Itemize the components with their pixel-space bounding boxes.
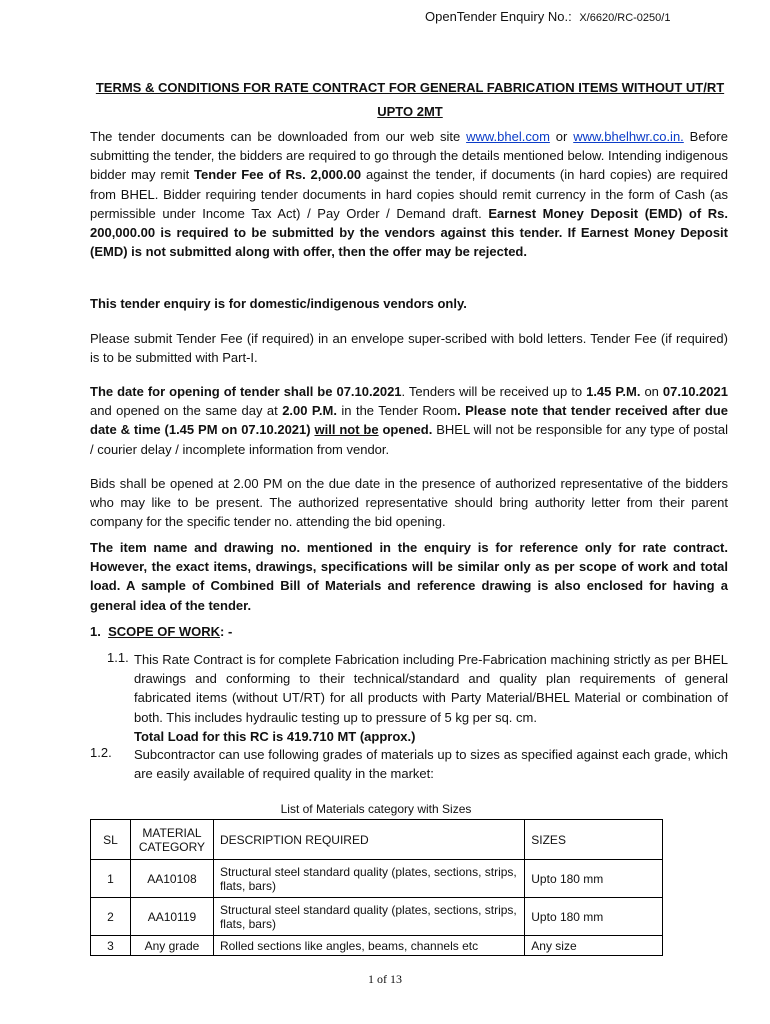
bhelhwr-website-link[interactable]: www.bhelhwr.co.in. — [573, 129, 684, 144]
receipt-date: 07.10.2021 — [662, 384, 728, 399]
opened-text: opened. — [378, 422, 433, 438]
table-row — [91, 860, 663, 898]
tender-opening-paragraph — [90, 382, 728, 459]
table-header-row — [91, 820, 663, 860]
row-sl: 1 — [91, 860, 131, 898]
opening-text-1: . Tenders will be received up to — [401, 384, 587, 399]
row-sl: 2 — [91, 898, 131, 936]
row-size: Any size — [525, 936, 663, 956]
enquiry-number: X/6620/RC-0250/1 — [579, 12, 671, 24]
opening-date: The date for opening of tender shall be 07.10.2021 — [90, 384, 402, 399]
intro-text-3: Before submitting the tender, the bidders are required to go through the details mentioned below. Intending indigenous bidder may remit — [90, 129, 728, 183]
opening-text-4: in the Tender Room — [336, 403, 458, 419]
row-category: AA10108 — [130, 860, 213, 898]
domestic-vendors-notice: This tender enquiry is for domestic/indigenous vendors only. — [90, 296, 467, 311]
row-category: AA10119 — [130, 898, 213, 936]
row-description: Rolled sections like angles, beams, channels etc — [213, 936, 524, 956]
tender-enquiry-header — [425, 9, 670, 24]
table-row — [91, 898, 663, 936]
bhel-liability-text: BHEL will not be responsible for any type of postal / courier delay / incomplete information from vendor. — [90, 422, 728, 457]
receipt-time: 1.45 P.M. — [586, 384, 641, 399]
scope-title: SCOPE OF WORK — [108, 624, 221, 639]
opening-text-2: on — [640, 384, 663, 399]
document-title-line2: UPTO 2MT — [377, 104, 443, 119]
header-sl: SL — [91, 820, 131, 860]
intro-text-2: or — [549, 129, 574, 144]
row-size: Upto 180 mm — [525, 860, 663, 898]
document-title-line1: TERMS & CONDITIONS FOR RATE CONTRACT FOR GENERAL FABRICATION ITEMS WITHOUT UT/RT — [95, 80, 725, 95]
late-tender-notice: . Please note that tender received after due date & time (1.45 PM on 07.10.2021) — [90, 403, 728, 438]
tender-fee-paragraph: Please submit Tender Fee (if required) in an envelope super-scribed with bold letters. Tender Fee (if required) is to be submitted with Part-I. — [90, 331, 728, 366]
header-sizes: SIZES — [525, 820, 663, 860]
opening-text-3: and opened on the same day at — [90, 403, 283, 419]
emd-notice: Earnest Money Deposit (EMD) of Rs. 200,000.00 is required to be submitted by the vendors against this tender. If Earnest Money Deposit (EMD) is not submitted along with offer, then the offer may be rejected. — [90, 205, 728, 260]
clause-1-1-number: 1.1. — [107, 650, 129, 665]
materials-table-caption: List of Materials category with Sizes — [280, 802, 472, 816]
clause-1-2-text: Subcontractor can use following grades of materials up to sizes as specified against each grade, which are easily available of required quality in the market: — [134, 747, 728, 782]
bhel-website-link[interactable]: www.bhel.com — [466, 129, 550, 144]
row-size: Upto 180 mm — [525, 898, 663, 936]
table-row — [91, 936, 663, 956]
opening-time: 2.00 P.M. — [282, 403, 337, 419]
row-description: Structural steel standard quality (plates, sections, strips, flats, bars) — [213, 898, 524, 936]
total-load: Total Load for this RC is 419.710 MT (approx.) — [134, 728, 416, 744]
intro-text-1: The tender documents can be downloaded from our web site — [90, 129, 467, 144]
will-not-be-emphasis: will not be — [314, 422, 379, 438]
header-material-category: MATERIAL CATEGORY — [130, 820, 213, 860]
scope-number: 1. — [90, 624, 101, 639]
clause-1-1-body: This Rate Contract is for complete Fabrication including Pre-Fabrication machining strictly as per BHEL drawings and conforming to their technical/standard and quality plan requirements of general fabricated items (without UT/RT) for all products with Party Material/BHEL Material or combination of both. This includes hydraulic testing up to pressure of 5 kg per sq. cm. — [134, 652, 728, 725]
enquiry-label: OpenTender Enquiry No.: — [425, 9, 572, 24]
clause-1-2-number: 1.2. — [90, 745, 112, 760]
row-category: Any grade — [130, 936, 213, 956]
header-description: DESCRIPTION REQUIRED — [213, 820, 524, 860]
tender-fee-amount: Tender Fee of Rs. 2,000.00 — [194, 167, 362, 183]
scope-of-work-heading — [90, 624, 232, 639]
bid-opening-paragraph: Bids shall be opened at 2.00 PM on the due date in the presence of authorized representative of the bidders who may like to be present. The authorized representative should bring authority letter from their parent company for the specific tender no. attending the bid opening. — [90, 476, 728, 530]
row-sl: 3 — [91, 936, 131, 956]
materials-table — [90, 819, 663, 956]
scope-suffix: : - — [220, 624, 233, 639]
item-reference-note: The item name and drawing no. mentioned in the enquiry is for reference only for rate contract. However, the exact items, drawings, specifications will be similar only as per scope of work and total load. A sample of Combined Bill of Materials and reference drawing is also enclosed for having a general idea of the tender. — [90, 540, 728, 613]
clause-1-1-text — [134, 650, 728, 746]
page-number: 1 of 13 — [368, 972, 402, 986]
row-description: Structural steel standard quality (plates, sections, strips, flats, bars) — [213, 860, 524, 898]
intro-text-4: against the tender, if documents (in hard copies) are required from BHEL. Bidder requiring tender documents in hard copies should remit currency in the form of Cash (as permissible under Income Tax Act) / Pay Order / Demand draft. — [90, 167, 728, 221]
intro-paragraph — [90, 127, 728, 261]
